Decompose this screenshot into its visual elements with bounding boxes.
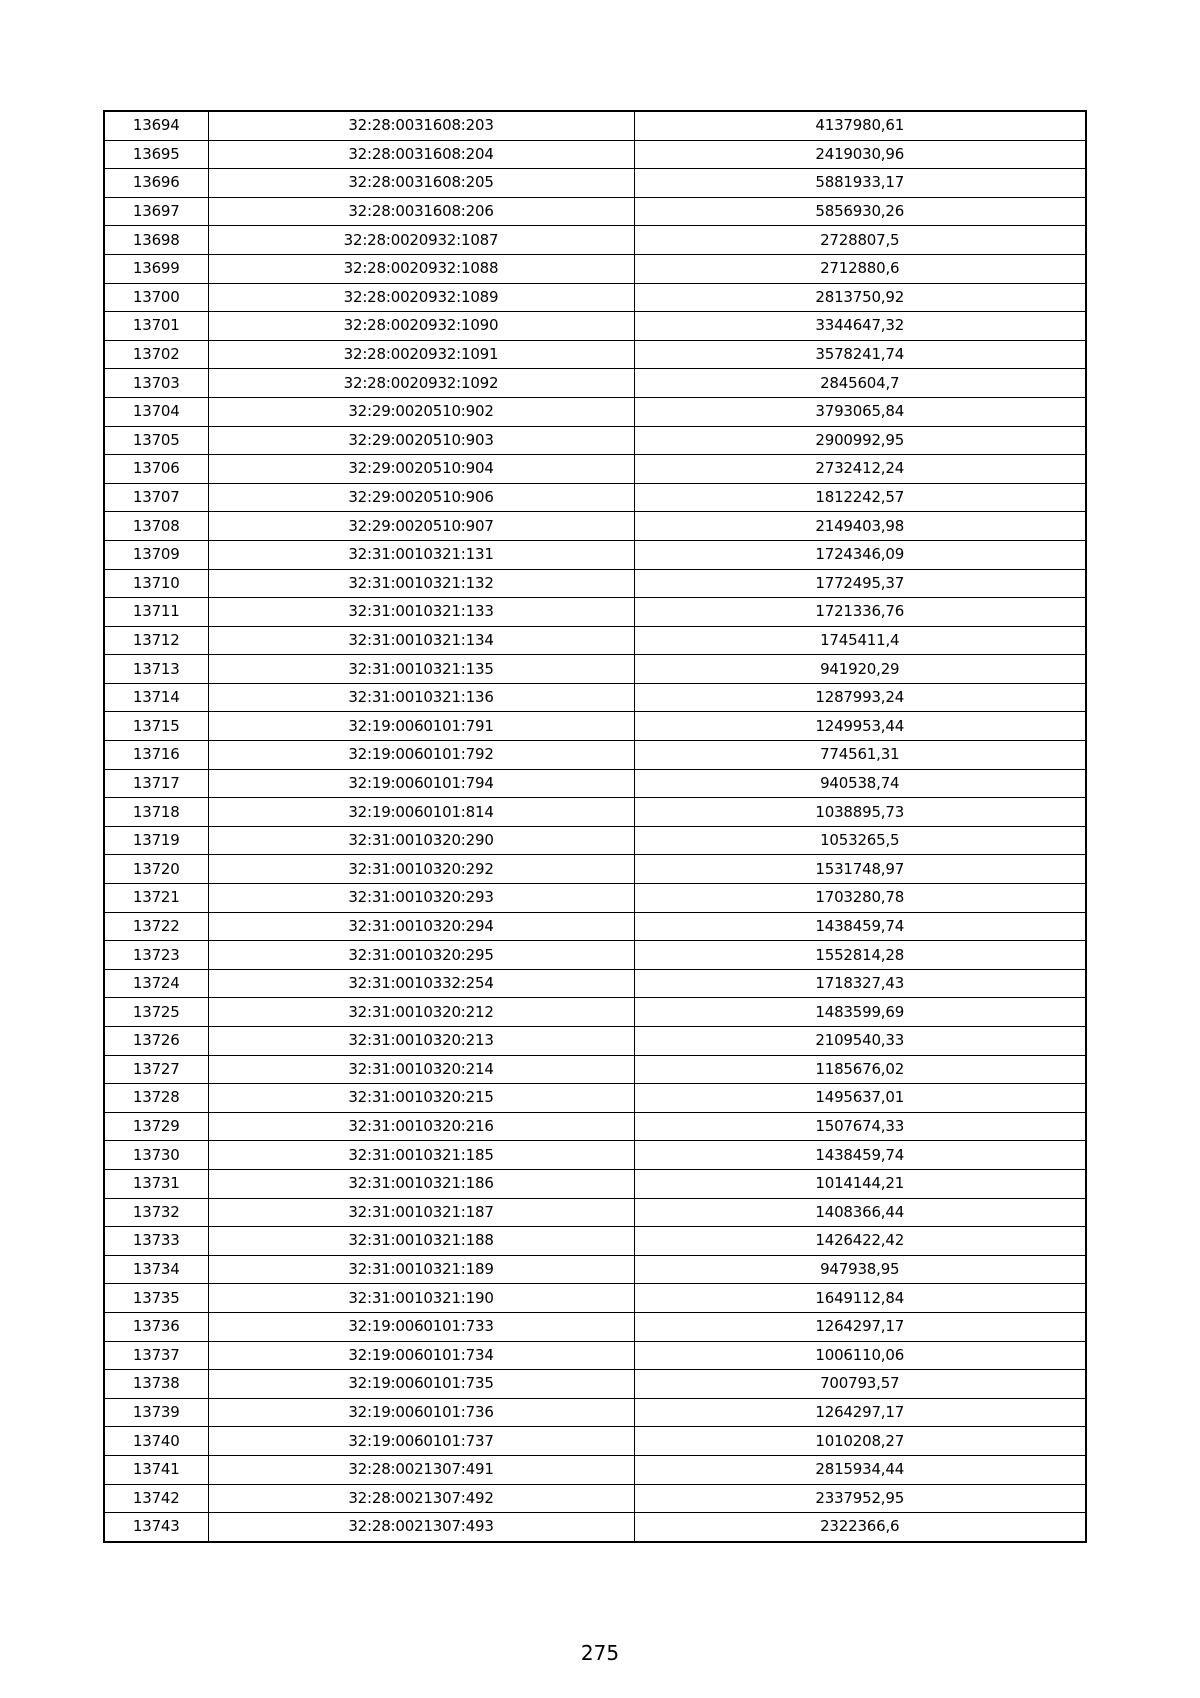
row-number-cell: 13743	[104, 1513, 208, 1542]
table-row	[104, 1255, 1086, 1284]
cadastral-value-cell: 1438459,74	[634, 912, 1086, 941]
table-row	[104, 626, 1086, 655]
table-row	[104, 855, 1086, 884]
cadastral-number-cell: 32:19:0060101:734	[208, 1341, 634, 1370]
cadastral-number-cell: 32:31:0010321:131	[208, 540, 634, 569]
cadastral-value-cell: 5881933,17	[634, 169, 1086, 198]
cadastral-number-cell: 32:19:0060101:733	[208, 1312, 634, 1341]
row-number-cell: 13736	[104, 1312, 208, 1341]
cadastral-value-cell: 1552814,28	[634, 941, 1086, 970]
row-number-cell: 13710	[104, 569, 208, 598]
table-row	[104, 1227, 1086, 1256]
table-row	[104, 540, 1086, 569]
table-row	[104, 769, 1086, 798]
table-row	[104, 140, 1086, 169]
cadastral-number-cell: 32:19:0060101:794	[208, 769, 634, 798]
cadastral-number-cell: 32:31:0010320:292	[208, 855, 634, 884]
row-number-cell: 13727	[104, 1055, 208, 1084]
cadastral-value-cell: 1718327,43	[634, 969, 1086, 998]
cadastral-value-cell: 3344647,32	[634, 312, 1086, 341]
cadastral-number-cell: 32:28:0020932:1091	[208, 340, 634, 369]
cadastral-value-cell: 2845604,7	[634, 369, 1086, 398]
cadastral-value-cell: 3578241,74	[634, 340, 1086, 369]
cadastral-number-cell: 32:28:0031608:205	[208, 169, 634, 198]
table-row	[104, 826, 1086, 855]
cadastral-number-cell: 32:28:0020932:1089	[208, 283, 634, 312]
table-row	[104, 397, 1086, 426]
table-row	[104, 1027, 1086, 1056]
cadastral-value-cell: 1507674,33	[634, 1112, 1086, 1141]
cadastral-value-cell: 1649112,84	[634, 1284, 1086, 1313]
cadastral-value-cell: 2900992,95	[634, 426, 1086, 455]
row-number-cell: 13734	[104, 1255, 208, 1284]
cadastral-value-cell: 1264297,17	[634, 1312, 1086, 1341]
table-row	[104, 369, 1086, 398]
cadastral-number-cell: 32:31:0010321:135	[208, 655, 634, 684]
cadastral-value-cell: 774561,31	[634, 741, 1086, 770]
row-number-cell: 13733	[104, 1227, 208, 1256]
cadastral-number-cell: 32:19:0060101:814	[208, 798, 634, 827]
cadastral-number-cell: 32:19:0060101:737	[208, 1427, 634, 1456]
row-number-cell: 13716	[104, 741, 208, 770]
table-row	[104, 1513, 1086, 1542]
row-number-cell: 13702	[104, 340, 208, 369]
cadastral-number-cell: 32:31:0010320:215	[208, 1084, 634, 1113]
cadastral-number-cell: 32:31:0010321:132	[208, 569, 634, 598]
cadastral-number-cell: 32:31:0010321:136	[208, 683, 634, 712]
cadastral-value-cell: 1426422,42	[634, 1227, 1086, 1256]
table-row	[104, 569, 1086, 598]
cadastral-value-cell: 1006110,06	[634, 1341, 1086, 1370]
cadastral-number-cell: 32:31:0010320:295	[208, 941, 634, 970]
cadastral-number-cell: 32:28:0021307:492	[208, 1484, 634, 1513]
row-number-cell: 13709	[104, 540, 208, 569]
cadastral-value-table	[103, 110, 1087, 1543]
table-row	[104, 169, 1086, 198]
table-row	[104, 1398, 1086, 1427]
cadastral-value-cell: 1249953,44	[634, 712, 1086, 741]
cadastral-number-cell: 32:19:0060101:736	[208, 1398, 634, 1427]
cadastral-number-cell: 32:28:0031608:206	[208, 197, 634, 226]
cadastral-value-cell: 1438459,74	[634, 1141, 1086, 1170]
row-number-cell: 13741	[104, 1455, 208, 1484]
row-number-cell: 13700	[104, 283, 208, 312]
table-row	[104, 226, 1086, 255]
table-row	[104, 598, 1086, 627]
cadastral-number-cell: 32:29:0020510:906	[208, 483, 634, 512]
table-body	[104, 111, 1086, 1542]
row-number-cell: 13715	[104, 712, 208, 741]
cadastral-value-cell: 1772495,37	[634, 569, 1086, 598]
table-row	[104, 1284, 1086, 1313]
row-number-cell: 13730	[104, 1141, 208, 1170]
table-row	[104, 1112, 1086, 1141]
row-number-cell: 13725	[104, 998, 208, 1027]
table-row	[104, 1341, 1086, 1370]
row-number-cell: 13701	[104, 312, 208, 341]
table-row	[104, 683, 1086, 712]
cadastral-value-cell: 1185676,02	[634, 1055, 1086, 1084]
cadastral-number-cell: 32:31:0010321:188	[208, 1227, 634, 1256]
row-number-cell: 13723	[104, 941, 208, 970]
table-row	[104, 1455, 1086, 1484]
row-number-cell: 13697	[104, 197, 208, 226]
cadastral-number-cell: 32:29:0020510:907	[208, 512, 634, 541]
table-row	[104, 1084, 1086, 1113]
cadastral-value-cell: 947938,95	[634, 1255, 1086, 1284]
row-number-cell: 13732	[104, 1198, 208, 1227]
row-number-cell: 13722	[104, 912, 208, 941]
table-row	[104, 312, 1086, 341]
table-row	[104, 884, 1086, 913]
row-number-cell: 13708	[104, 512, 208, 541]
row-number-cell: 13696	[104, 169, 208, 198]
table-row	[104, 1484, 1086, 1513]
cadastral-value-cell: 940538,74	[634, 769, 1086, 798]
row-number-cell: 13703	[104, 369, 208, 398]
table-row	[104, 1427, 1086, 1456]
cadastral-value-cell: 1287993,24	[634, 683, 1086, 712]
row-number-cell: 13704	[104, 397, 208, 426]
cadastral-number-cell: 32:31:0010321:186	[208, 1169, 634, 1198]
row-number-cell: 13738	[104, 1370, 208, 1399]
cadastral-value-cell: 1721336,76	[634, 598, 1086, 627]
table-row	[104, 941, 1086, 970]
row-number-cell: 13706	[104, 455, 208, 484]
cadastral-value-cell: 4137980,61	[634, 111, 1086, 140]
cadastral-number-cell: 32:28:0020932:1087	[208, 226, 634, 255]
table-row	[104, 426, 1086, 455]
cadastral-value-cell: 2149403,98	[634, 512, 1086, 541]
row-number-cell: 13718	[104, 798, 208, 827]
cadastral-number-cell: 32:31:0010321:187	[208, 1198, 634, 1227]
row-number-cell: 13737	[104, 1341, 208, 1370]
cadastral-value-cell: 1408366,44	[634, 1198, 1086, 1227]
table-row	[104, 512, 1086, 541]
table-row	[104, 1312, 1086, 1341]
row-number-cell: 13713	[104, 655, 208, 684]
table-row	[104, 655, 1086, 684]
table-row	[104, 455, 1086, 484]
row-number-cell: 13719	[104, 826, 208, 855]
cadastral-number-cell: 32:31:0010320:212	[208, 998, 634, 1027]
cadastral-value-cell: 2712880,6	[634, 254, 1086, 283]
table-row	[104, 912, 1086, 941]
cadastral-value-cell: 2815934,44	[634, 1455, 1086, 1484]
table-row	[104, 283, 1086, 312]
cadastral-number-cell: 32:31:0010320:213	[208, 1027, 634, 1056]
table-row	[104, 340, 1086, 369]
cadastral-value-cell: 2337952,95	[634, 1484, 1086, 1513]
row-number-cell: 13705	[104, 426, 208, 455]
cadastral-number-cell: 32:31:0010321:190	[208, 1284, 634, 1313]
table-row	[104, 1141, 1086, 1170]
cadastral-number-cell: 32:31:0010320:214	[208, 1055, 634, 1084]
cadastral-number-cell: 32:29:0020510:903	[208, 426, 634, 455]
table-row	[104, 254, 1086, 283]
row-number-cell: 13721	[104, 884, 208, 913]
cadastral-number-cell: 32:31:0010332:254	[208, 969, 634, 998]
cadastral-value-cell: 3793065,84	[634, 397, 1086, 426]
cadastral-number-cell: 32:31:0010320:294	[208, 912, 634, 941]
cadastral-number-cell: 32:31:0010320:290	[208, 826, 634, 855]
row-number-cell: 13707	[104, 483, 208, 512]
cadastral-number-cell: 32:28:0031608:203	[208, 111, 634, 140]
row-number-cell: 13742	[104, 1484, 208, 1513]
cadastral-value-cell: 2813750,92	[634, 283, 1086, 312]
cadastral-value-cell: 1703280,78	[634, 884, 1086, 913]
cadastral-number-cell: 32:19:0060101:735	[208, 1370, 634, 1399]
cadastral-number-cell: 32:31:0010321:189	[208, 1255, 634, 1284]
cadastral-number-cell: 32:28:0021307:491	[208, 1455, 634, 1484]
cadastral-value-cell: 1264297,17	[634, 1398, 1086, 1427]
row-number-cell: 13726	[104, 1027, 208, 1056]
cadastral-value-cell: 1745411,4	[634, 626, 1086, 655]
cadastral-value-cell: 1483599,69	[634, 998, 1086, 1027]
cadastral-value-cell: 1038895,73	[634, 798, 1086, 827]
row-number-cell: 13720	[104, 855, 208, 884]
cadastral-number-cell: 32:19:0060101:791	[208, 712, 634, 741]
cadastral-number-cell: 32:31:0010320:216	[208, 1112, 634, 1141]
cadastral-number-cell: 32:31:0010321:185	[208, 1141, 634, 1170]
table-row	[104, 998, 1086, 1027]
row-number-cell: 13698	[104, 226, 208, 255]
cadastral-value-cell: 700793,57	[634, 1370, 1086, 1399]
cadastral-number-cell: 32:31:0010321:134	[208, 626, 634, 655]
cadastral-value-cell: 1724346,09	[634, 540, 1086, 569]
cadastral-number-cell: 32:28:0020932:1088	[208, 254, 634, 283]
cadastral-number-cell: 32:28:0020932:1090	[208, 312, 634, 341]
table-row	[104, 798, 1086, 827]
cadastral-number-cell: 32:28:0021307:493	[208, 1513, 634, 1542]
row-number-cell: 13695	[104, 140, 208, 169]
cadastral-value-cell: 2728807,5	[634, 226, 1086, 255]
cadastral-value-cell: 1812242,57	[634, 483, 1086, 512]
row-number-cell: 13717	[104, 769, 208, 798]
cadastral-value-cell: 2419030,96	[634, 140, 1086, 169]
row-number-cell: 13731	[104, 1169, 208, 1198]
row-number-cell: 13740	[104, 1427, 208, 1456]
cadastral-number-cell: 32:31:0010320:293	[208, 884, 634, 913]
cadastral-value-cell: 5856930,26	[634, 197, 1086, 226]
cadastral-number-cell: 32:28:0031608:204	[208, 140, 634, 169]
cadastral-value-cell: 2732412,24	[634, 455, 1086, 484]
table-row	[104, 741, 1086, 770]
table-row	[104, 1370, 1086, 1399]
table-row	[104, 1055, 1086, 1084]
cadastral-number-cell: 32:19:0060101:792	[208, 741, 634, 770]
row-number-cell: 13724	[104, 969, 208, 998]
row-number-cell: 13694	[104, 111, 208, 140]
row-number-cell: 13712	[104, 626, 208, 655]
cadastral-value-cell: 1014144,21	[634, 1169, 1086, 1198]
table-row	[104, 197, 1086, 226]
cadastral-value-cell: 941920,29	[634, 655, 1086, 684]
table-row	[104, 1198, 1086, 1227]
table-row	[104, 1169, 1086, 1198]
page-number: 275	[580, 1641, 620, 1665]
table-row	[104, 111, 1086, 140]
cadastral-value-cell: 2109540,33	[634, 1027, 1086, 1056]
row-number-cell: 13728	[104, 1084, 208, 1113]
cadastral-number-cell: 32:28:0020932:1092	[208, 369, 634, 398]
cadastral-value-cell: 1495637,01	[634, 1084, 1086, 1113]
cadastral-value-cell: 1531748,97	[634, 855, 1086, 884]
row-number-cell: 13711	[104, 598, 208, 627]
cadastral-value-cell: 1053265,5	[634, 826, 1086, 855]
cadastral-number-cell: 32:29:0020510:904	[208, 455, 634, 484]
row-number-cell: 13714	[104, 683, 208, 712]
cadastral-number-cell: 32:29:0020510:902	[208, 397, 634, 426]
row-number-cell: 13735	[104, 1284, 208, 1313]
table-row	[104, 969, 1086, 998]
row-number-cell: 13729	[104, 1112, 208, 1141]
row-number-cell: 13699	[104, 254, 208, 283]
table-row	[104, 483, 1086, 512]
cadastral-value-cell: 1010208,27	[634, 1427, 1086, 1456]
cadastral-value-cell: 2322366,6	[634, 1513, 1086, 1542]
row-number-cell: 13739	[104, 1398, 208, 1427]
table-row	[104, 712, 1086, 741]
cadastral-number-cell: 32:31:0010321:133	[208, 598, 634, 627]
